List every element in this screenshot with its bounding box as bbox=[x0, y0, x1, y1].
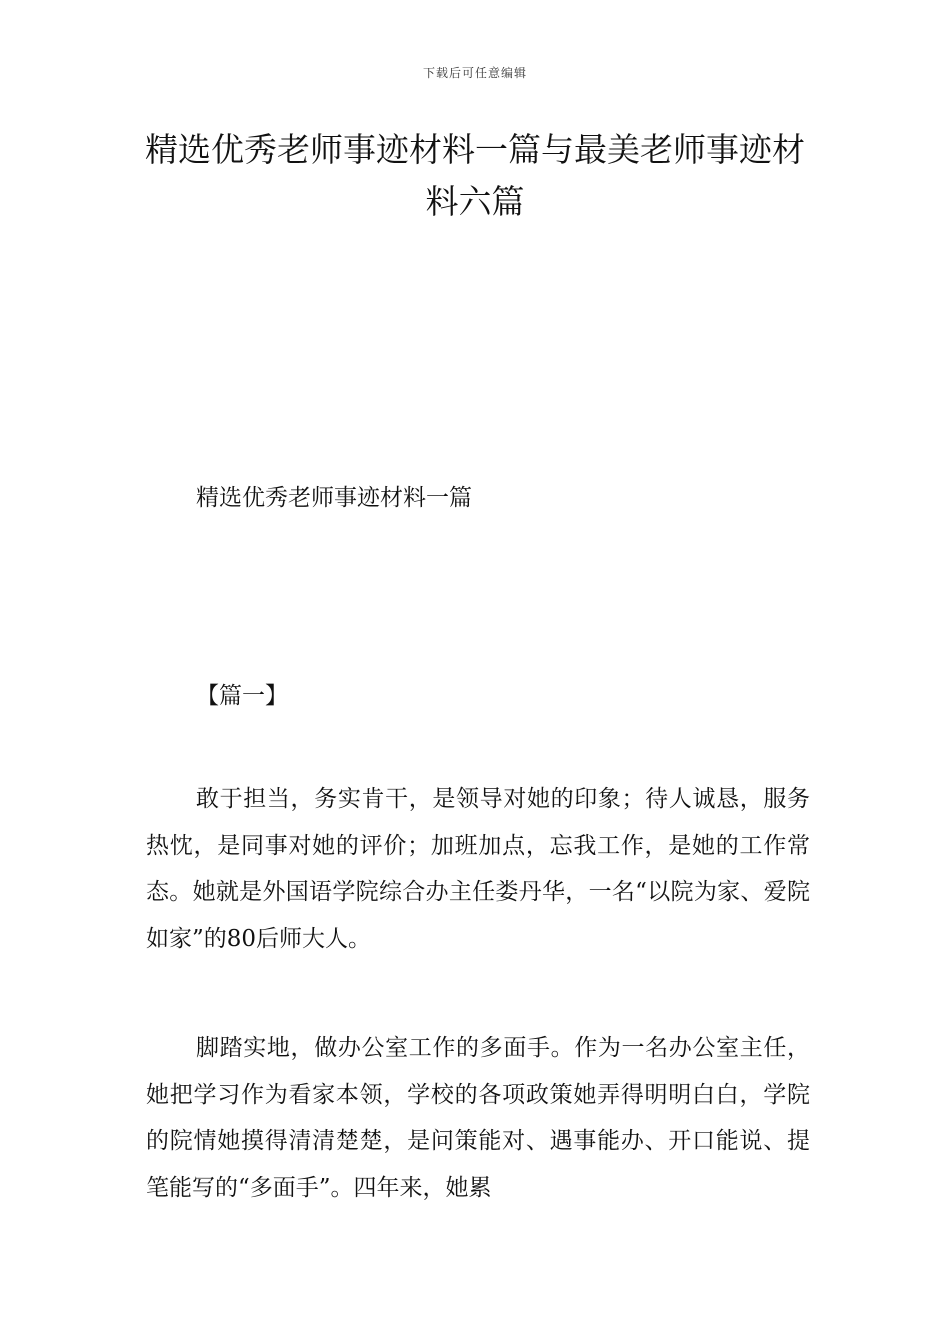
body-paragraph-2: 脚踏实地，做办公室工作的多面手。作为一名办公室主任，她把学习作为看家本领，学校的各项政策她弄得明明白白，学院的院情她摸得清清楚楚，是问策能对、遇事能办、开口能说、提笔能写的“多面手”。四年来，她累 bbox=[146, 1035, 810, 1201]
header-note: 下载后可任意编辑 bbox=[422, 66, 527, 80]
document-title: 精选优秀老师事迹材料一篇与最美老师事迹材料六篇 bbox=[145, 130, 805, 221]
body-paragraph-1: 敢于担当，务实肯干，是领导对她的印象；待人诚恳，服务热忱，是同事对她的评价；加班加点，忘我工作，是她的工作常态。她就是外国语学院综合办主任娄丹华，一名“以院为家、爱院如家”的80后师大人。 bbox=[146, 786, 810, 952]
section-heading: 精选优秀老师事迹材料一篇 bbox=[196, 485, 472, 511]
part-label: 【篇一】 bbox=[196, 683, 288, 709]
